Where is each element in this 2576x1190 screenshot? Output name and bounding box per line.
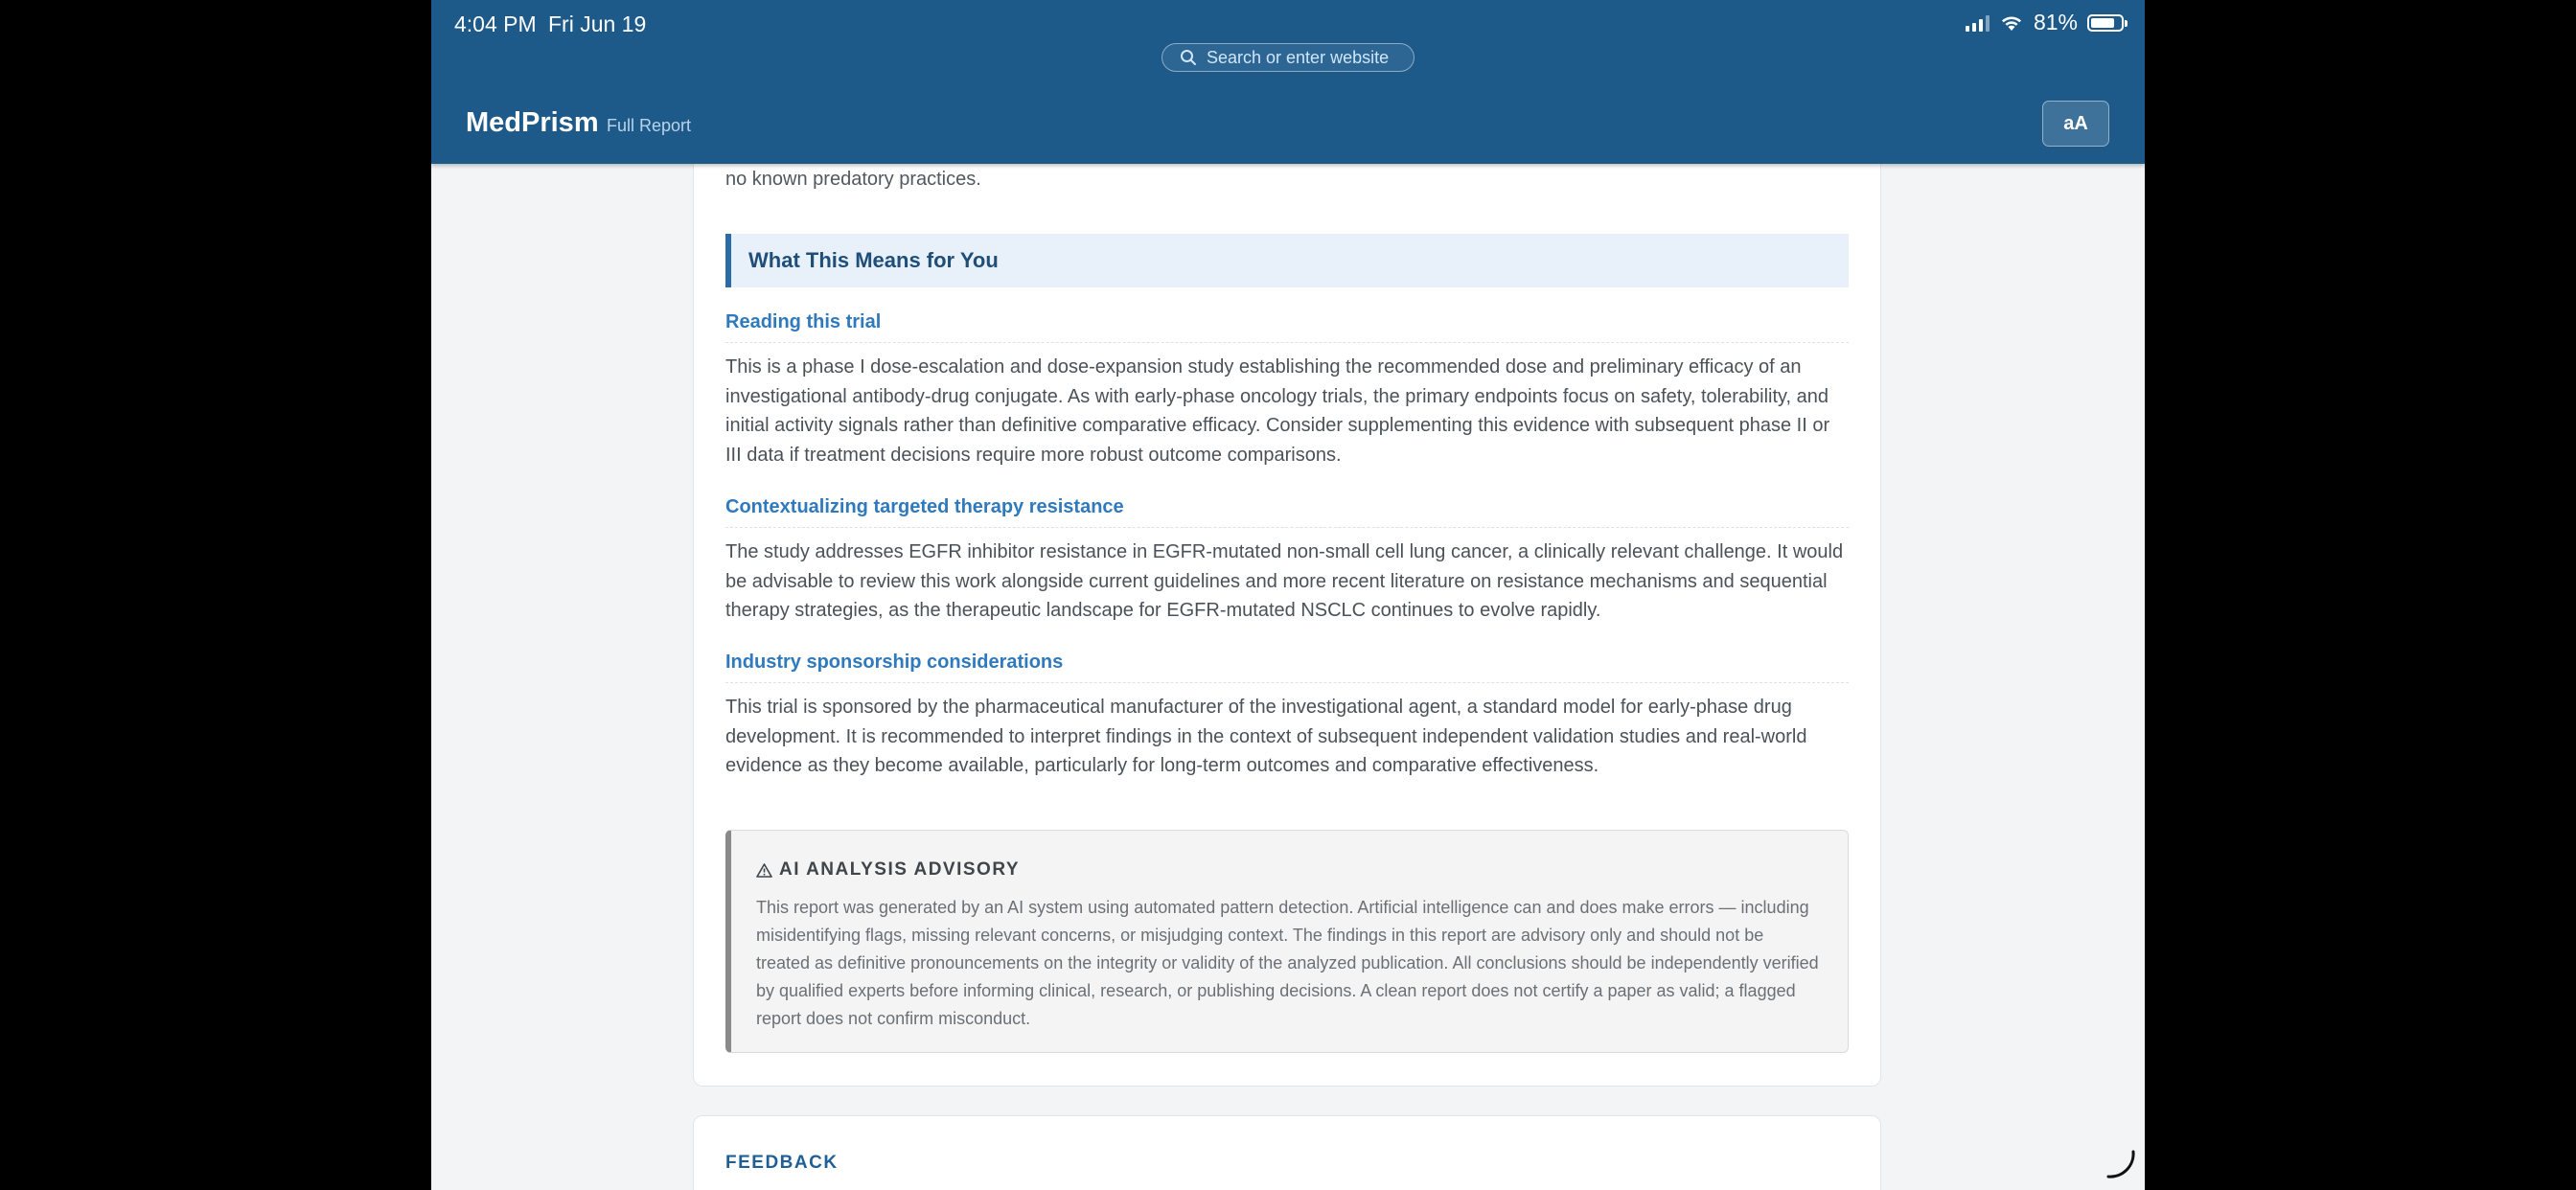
feedback-title: FEEDBACK — [725, 1153, 839, 1173]
status-date: Fri Jun 19 — [548, 11, 647, 36]
app-header — [431, 0, 2145, 164]
battery-level — [2091, 18, 2114, 28]
app-logo[interactable]: MedPrism — [466, 107, 599, 138]
warning-icon — [756, 863, 772, 878]
cellular-signal-icon — [1966, 14, 1990, 32]
subsection-heading-sponsorship: Industry sponsorship considerations — [725, 652, 1849, 683]
page-subtitle: Full Report — [607, 116, 692, 135]
battery-icon — [2087, 14, 2124, 32]
feedback-card — [693, 1115, 1881, 1190]
address-bar[interactable] — [1162, 43, 1414, 72]
advisory-title-text: AI ANALYSIS ADVISORY — [779, 859, 1021, 880]
address-bar-placeholder: Search or enter website — [1207, 47, 1390, 67]
wifi-icon — [1999, 13, 2024, 33]
advisory-body: This report was generated by an AI system using automated pattern detection. Artificial intelligence can and does make errors — including misidentifying flags, missing relevant concerns, or misjudging context. The findings in this report are advisory only and should not be treated as definitive pronouncements on the integrity or validity of the analyzed publication. All conclusions should be independently verified by qualified experts before informing clinical, research, or publishing decisions. A clean report does not certify a paper as valid; a flagged report does not confirm misconduct. — [756, 898, 1819, 1028]
battery-percentage: 81% — [2033, 10, 2078, 34]
report-card — [693, 115, 1881, 1087]
subsection-body-resistance: The study addresses EGFR inhibitor resistance in EGFR-mutated non-small cell lung cancer, a clinically relevant challenge. It would be advisable to review this work alongside current guidelines and more recent literature on resistance mechanisms and sequential therapy strategies, as the therapeutic landscape for EGFR-mutated NSCLC continues to evolve rapidly. — [725, 541, 1844, 621]
subsection-body-reading-trial: This is a phase I dose-escalation and dose-expansion study establishing the recommended dose and preliminary efficacy of an investigational antibody-drug conjugate. As with early-phase oncology trials, the primary endpoints focus on safety, tolerability, and initial activity signals rather than definitive comparative efficacy. Consider supplementing this evidence with subsequent phase II or III data if treatment decisions require more robust outcome comparisons. — [725, 356, 1830, 466]
ai-advisory-box — [725, 830, 1849, 1053]
ipad-screen — [431, 0, 2145, 1190]
text-size-button[interactable]: aA — [2042, 101, 2109, 147]
status-indicators — [1966, 10, 2124, 35]
subsection-heading-reading-trial: Reading this trial — [725, 311, 1849, 343]
search-icon — [1180, 49, 1197, 66]
advisory-title — [756, 859, 1020, 881]
previous-section-text: no known predatory practices. — [725, 169, 981, 190]
subsection-body-sponsorship: This trial is sponsored by the pharmaceutical manufacturer of the investigational agent, a standard model for early-phase drug development. It is recommended to interpret findings in the context of subsequent independent validation studies and real-world evidence as they become available, particularly for long-term outcomes and comparative effectiveness. — [725, 697, 1807, 776]
status-time: 4:04 PM — [454, 11, 537, 36]
subsection-heading-resistance: Contextualizing targeted therapy resistance — [725, 496, 1849, 528]
section-title: What This Means for You — [725, 234, 1849, 287]
loading-spinner-icon — [2104, 1146, 2139, 1180]
